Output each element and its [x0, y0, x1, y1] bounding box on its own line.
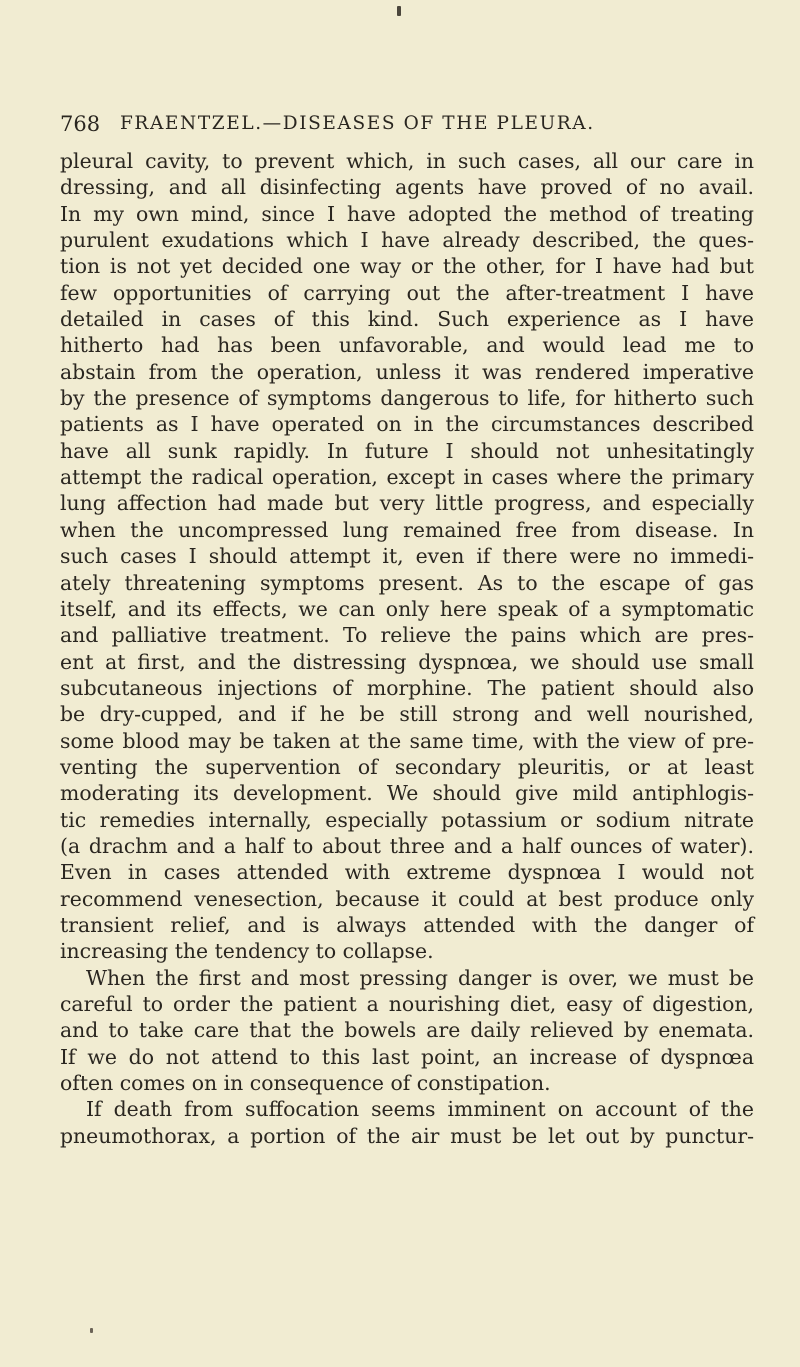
- text-line: ately threatening symptoms present. As to the escape of gas: [60, 570, 754, 595]
- text-line: be dry-cupped, and if he be still strong and well nourished,: [60, 702, 754, 727]
- text-line: by the presence of symptoms dangerous to life, for hitherto such: [60, 386, 754, 411]
- text-line: lung affection had made but very little progress, and especially: [60, 491, 754, 516]
- text-line: transient relief, and is always attended with the danger of: [60, 912, 754, 937]
- text-line: increasing the tendency to collapse.: [60, 939, 434, 964]
- text-line: If we do not attend to this last point, an increase of dyspnœa: [60, 1044, 754, 1069]
- text-line: (a drachm and a half to about three and a half ounces of water).: [60, 833, 754, 858]
- text-line: dressing, and all disinfecting agents have proved of no avail.: [60, 175, 754, 200]
- ink-speck: [397, 6, 401, 16]
- ink-speck: [90, 1328, 93, 1333]
- text-line: pleural cavity, to prevent which, in such cases, all our care in: [60, 149, 754, 173]
- text-line: detailed in cases of this kind. Such experience as I have: [60, 307, 754, 332]
- text-line: itself, and its effects, we can only here speak of a symptomatic: [60, 596, 754, 621]
- text-line: and to take care that the bowels are daily relieved by enemata.: [60, 1018, 754, 1043]
- text-line: Even in cases attended with extreme dyspnœa I would not: [60, 860, 754, 885]
- text-line: In my own mind, since I have adopted the method of treating: [60, 201, 754, 226]
- text-line: purulent exudations which I have already described, the ques-: [60, 228, 754, 253]
- text-line: and palliative treatment. To relieve the pains which are pres-: [60, 623, 754, 648]
- text-line: such cases I should attempt it, even if there were no immedi-: [60, 544, 754, 569]
- text-line: If death from suffocation seems imminent on account of the: [86, 1097, 754, 1122]
- text-line: tion is not yet decided one way or the other, for I have had but: [60, 254, 754, 279]
- text-line: recommend venesection, because it could at best produce only: [60, 886, 754, 911]
- text-line: venting the supervention of secondary pleuritis, or at least: [60, 754, 754, 779]
- text-line: patients as I have operated on in the circumstances described: [60, 412, 754, 437]
- text-line: tic remedies internally, especially potassium or sodium nitrate: [60, 807, 754, 832]
- text-line: hitherto had has been unfavorable, and would lead me to: [60, 333, 754, 358]
- text-line: ent at first, and the distressing dyspnœa, we should use small: [60, 649, 754, 674]
- text-line: when the uncompressed lung remained free from disease. In: [60, 517, 754, 542]
- text-line: pneumothorax, a portion of the air must be let out by punctur-: [60, 1123, 754, 1148]
- running-header: [60, 107, 750, 141]
- page-number: 768: [60, 112, 101, 136]
- text-line: moderating its development. We should give mild antiphlogis-: [60, 781, 754, 806]
- running-title: FRAENTZEL.—DISEASES OF THE PLEURA.: [120, 113, 595, 134]
- text-line: some blood may be taken at the same time, with the view of pre-: [60, 728, 754, 753]
- body-text: [60, 148, 754, 1149]
- text-line: subcutaneous injections of morphine. The patient should also: [60, 675, 754, 700]
- text-line: careful to order the patient a nourishing diet, easy of digestion,: [60, 992, 754, 1016]
- text-line: abstain from the operation, unless it was rendered imperative: [60, 359, 754, 384]
- text-line: few opportunities of carrying out the after-treatment I have: [60, 280, 754, 305]
- text-line: attempt the radical operation, except in cases where the primary: [60, 465, 754, 490]
- text-line: often comes on in consequence of constipation.: [60, 1071, 551, 1096]
- text-line: When the first and most pressing danger is over, we must be: [86, 965, 754, 990]
- text-line: have all sunk rapidly. In future I should not unhesitatingly: [60, 438, 754, 463]
